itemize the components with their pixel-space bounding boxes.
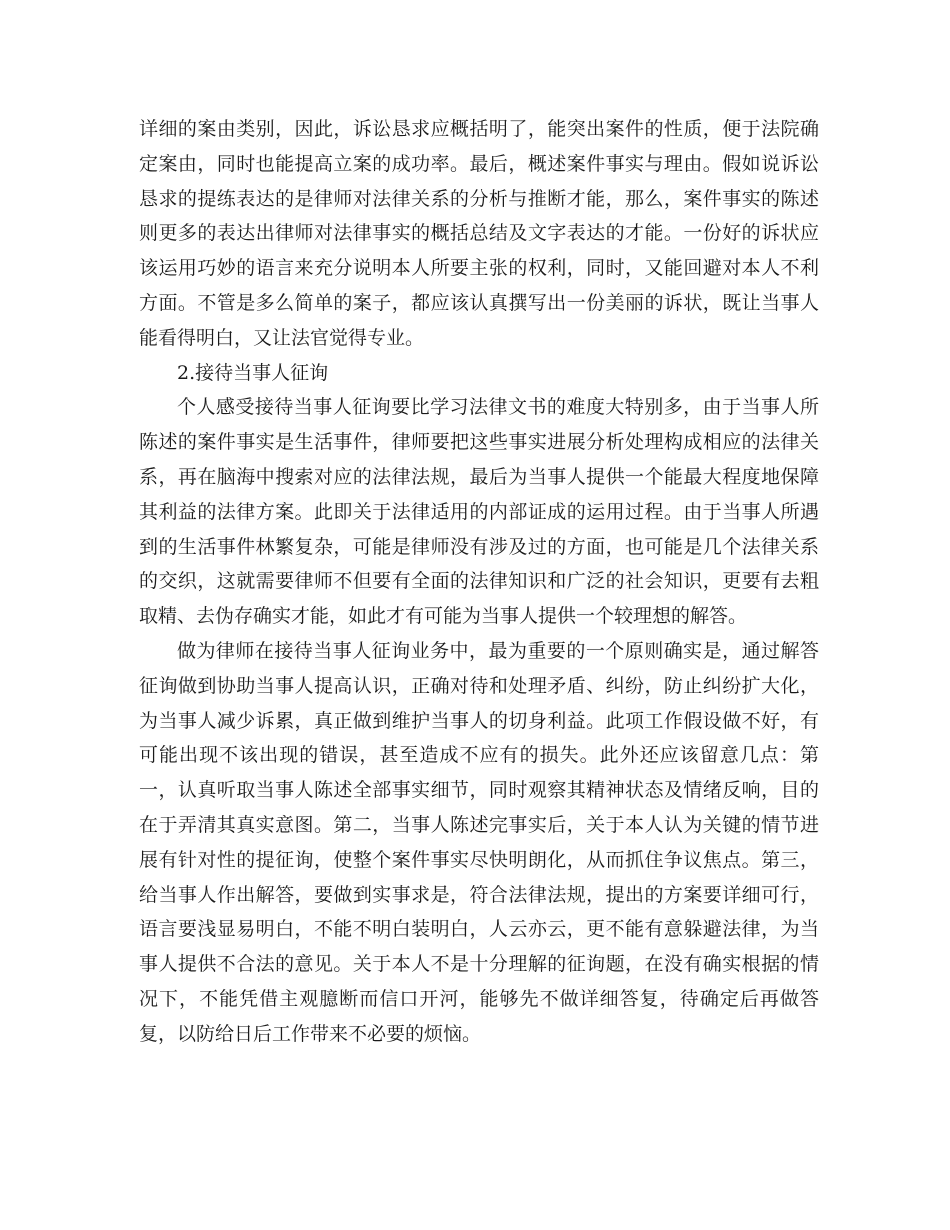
paragraph-consultation-principles: 做为律师在接待当事人征询业务中，最为重要的一个原则确实是，通过解答征询做到协助当事人提高认识，正确对待和处理矛盾、纠纷，防止纠纷扩大化，为当事人减少诉累，真正做到维护当事人的切身利益。此项工作假设做不好，有可能出现不该出现的错误，甚至造成不应有的损失。此外还应该留意几点：第一，认真听取当事人陈述全部事实细节，同时观察其精神状态及情绪反响，目的在于弄清其真实意图。第二，当事人陈述完事实后，关于本人认为关键的情节进展有针对性的提征询，使整个案件事实尽快明朗化，从而抓住争议焦点。第三，给当事人作出解答，要做到实事求是，符合法律法规，提出的方案要详细可行，语言要浅显易明白，不能不明白装明白，人云亦云，更不能有意躲避法律，为当事人提供不合法的意见。关于本人不是十分理解的征询题，在没有确实根据的情况下，不能凭借主观臆断而信口开河，能够先不做详细答复，待确定后再做答复，以防给日后工作带来不必要的烦恼。: [139, 639, 819, 1045]
paragraph-consultation-difficulty: 个人感受接待当事人征询要比学习法律文书的难度大特别多，由于当事人所陈述的案件事实是生活事件，律师要把这些事实进展分析处理构成相应的法律关系，再在脑海中搜索对应的法律法规，最后为当事人提供一个能最大程度地保障其利益的法律方案。此即关于法律适用的内部证成的运用过程。由于当事人所遇到的生活事件林繁复杂，可能是律师没有涉及过的方面，也可能是几个法律关系的交织，这就需要律师不但要有全面的法律知识和广泛的社会知识，更要有去粗取精、去伪存确实才能，如此才有可能为当事人提供一个较理想的解答。: [139, 396, 819, 628]
paragraph-continuation: 详细的案由类别，因此，诉讼恳求应概括明了，能突出案件的性质，便于法院确定案由，同时也能提高立案的成功率。最后，概述案件事实与理由。假如说诉讼恳求的提练表达的是律师对法律关系的分析与推断才能，那么，案件事实的陈述则更多的表达出律师对法律事实的概括总结及文字表达的才能。一份好的诉状应该运用巧妙的语言来充分说明本人所要主张的权利，同时，又能回避对本人不利方面。不管是多么简单的案子，都应该认真撰写出一份美丽的诉状，既让当事人能看得明白，又让法官觉得专业。: [139, 118, 819, 349]
section-heading: 2.接待当事人征询: [177, 361, 329, 384]
document-body: [139, 112, 819, 1052]
